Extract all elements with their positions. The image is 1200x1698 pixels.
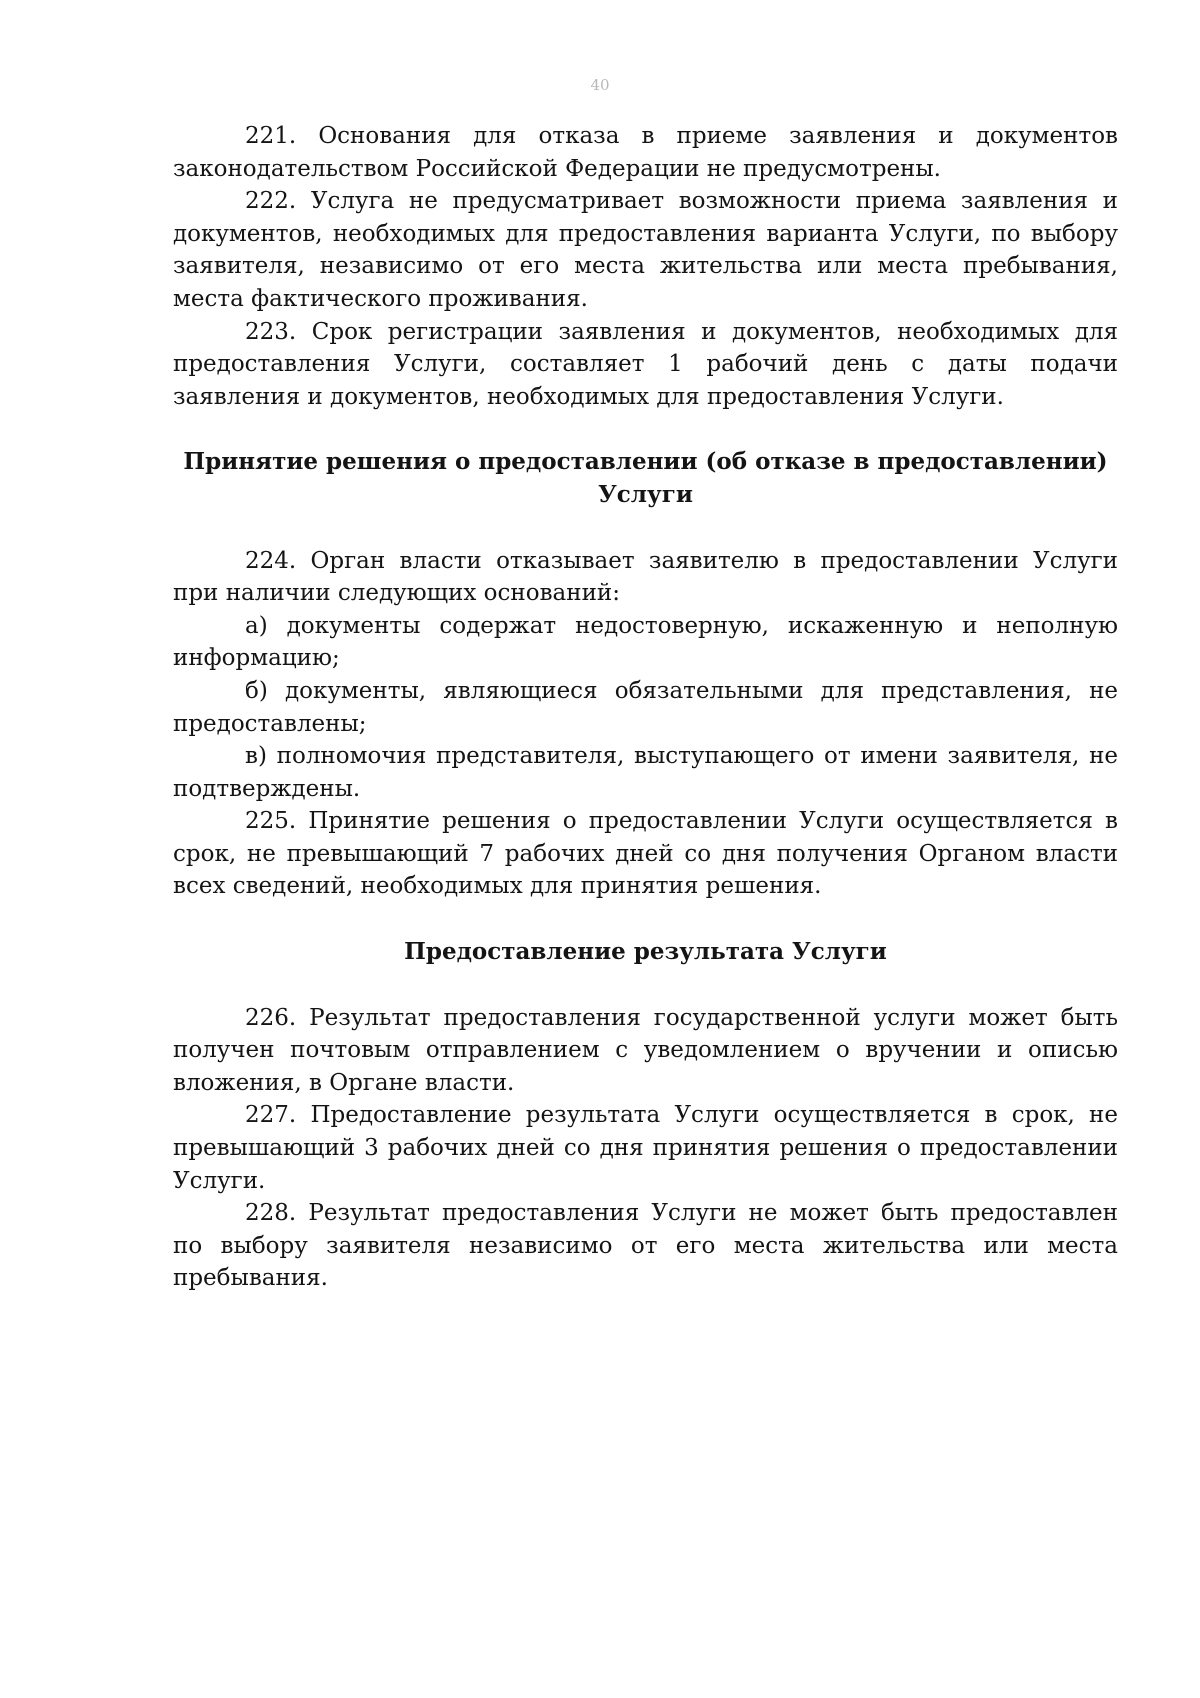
paragraph-number: 222. <box>245 188 297 215</box>
paragraph-text: Предоставление результата Услуги осуществляется в срок, не превышающий 3 рабочих дней со дня принятия решения о предоставлении Услуги. <box>173 1102 1119 1194</box>
document-body <box>173 120 1118 1295</box>
paragraph-number: 221. <box>245 123 297 149</box>
list-item-b <box>173 675 1118 740</box>
paragraph-223 <box>173 316 1118 414</box>
paragraph-number: 226. <box>245 1004 297 1031</box>
list-item-v <box>173 740 1118 805</box>
paragraph-text: Орган власти отказывает заявителю в предоставлении Услуги при наличии следующих оснований: <box>173 547 1119 607</box>
paragraph-text: Срок регистрации заявления и документов, необходимых для предоставления Услуги, составляет 1 рабочий день с даты подачи заявления и документов, необходимых для предоставления Услуги. <box>173 318 1119 410</box>
paragraph-226 <box>173 1002 1118 1100</box>
list-marker: б) <box>245 677 268 704</box>
list-item-text: полномочия представителя, выступающего от имени заявителя, не подтверждены. <box>173 743 1119 802</box>
list-marker: а) <box>245 612 268 639</box>
paragraph-text: Услуга не предусматривает возможности приема заявления и документов, необходимых для предоставления варианта Услуги, по выбору заявителя, независимо от его места жительства или места пребывания, места фактического проживания. <box>173 188 1118 312</box>
list-item-text: документы содержат недостоверную, искаженную и неполную информацию; <box>173 612 1118 672</box>
list-item-a <box>173 610 1118 675</box>
paragraph-number: 224. <box>245 547 297 574</box>
paragraph-number: 225. <box>245 808 297 835</box>
paragraph-number: 228. <box>245 1200 297 1227</box>
paragraph-text: Принятие решения о предоставлении Услуги осуществляется в срок, не превышающий 7 рабочих дней со дня получения Органом власти всех сведений, необходимых для принятия решения. <box>173 808 1119 900</box>
section-heading-decision: Принятие решения о предоставлении (об отказе в предоставлении) Услуги <box>183 448 1108 508</box>
paragraph-text: Результат предоставления Услуги не может быть предоставлен по выбору заявителя независимо от его места жительства или места пребывания. <box>173 1200 1119 1292</box>
paragraph-number: 223. <box>245 318 297 345</box>
paragraph-227 <box>173 1099 1118 1197</box>
list-item-text: документы, являющиеся обязательными для представления, не предоставлены; <box>173 677 1119 737</box>
section-heading-result: Предоставление результата Услуги <box>404 938 887 966</box>
list-marker: в) <box>245 743 267 770</box>
paragraph-221 <box>173 120 1118 185</box>
paragraph-number: 227. <box>245 1102 297 1129</box>
paragraph-222 <box>173 185 1118 315</box>
page-number: 40 <box>590 76 610 94</box>
paragraph-224 <box>173 545 1118 610</box>
paragraph-225 <box>173 805 1118 903</box>
paragraph-text: Результат предоставления государственной услуги может быть получен почтовым отправлением с уведомлением о вручении и описью вложения, в Органе власти. <box>173 1004 1118 1096</box>
paragraph-228 <box>173 1197 1118 1295</box>
paragraph-text: Основания для отказа в приеме заявления и документов законодательством Российской Федерации не предусмотрены. <box>173 123 1118 182</box>
